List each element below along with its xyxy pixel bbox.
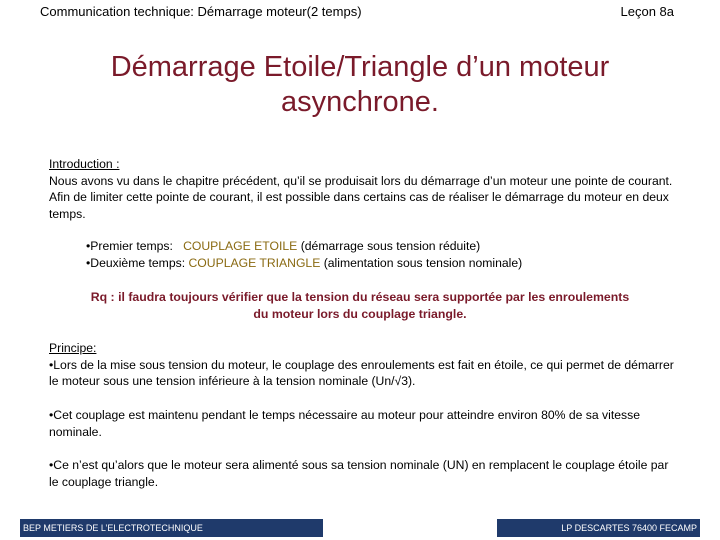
principe-paragraph-2: •Cet couplage est maintenu pendant le temps nécessaire au moteur pour atteindre environ 80% de sa vitesse nominale. (49, 408, 640, 439)
bullet-item (86, 238, 646, 255)
principe-section (49, 340, 679, 390)
bullet-list (86, 238, 646, 271)
principe-paragraph-1: •Lors de la mise sous tension du moteur, le couplage des enroulements est fait en étoile, ce qui permet de démarrer le moteur sous une tension inférieure à la tension nominale (Un/√3). (49, 357, 674, 388)
title-line-2: asynchrone. (281, 86, 439, 118)
introduction-section (49, 156, 679, 222)
remark (30, 289, 690, 323)
principe-heading: Principe: (49, 341, 97, 355)
bullet-keyword: COUPLAGE ETOILE (183, 239, 298, 253)
remark-line-1: Rq : il faudra toujours vérifier que la tension du réseau sera supportée par les enroulements (90, 290, 630, 304)
introduction-heading: Introduction : (49, 157, 120, 171)
remark-line-2: du moteur lors du couplage triangle. (253, 307, 467, 321)
principe-paragraph-3: •Ce n’est qu’alors que le moteur sera alimenté sous sa tension nominale (UN) en remplacent le couplage étoile par le couplage triangle. (49, 458, 669, 489)
footer-right: LP DESCARTES 76400 FECAMP (497, 519, 700, 537)
bullet-prefix: •Premier temps: (86, 239, 184, 253)
header-left: Communication technique: Démarrage moteur(2 temps) (40, 4, 362, 19)
title-line-1: Démarrage Etoile/Triangle d’un moteur (110, 51, 610, 83)
bullet-keyword: COUPLAGE TRIANGLE (188, 255, 321, 270)
bullet-suffix: (alimentation sous tension nominale) (320, 255, 523, 270)
header-right: Leçon 8a (620, 4, 674, 19)
bullet-suffix: (démarrage sous tension réduite) (297, 239, 481, 253)
footer-left: BEP METIERS DE L’ELECTROTECHNIQUE (20, 519, 323, 537)
bullet-prefix: •Deuxième temps: (86, 255, 189, 270)
introduction-text: Nous avons vu dans le chapitre précédent, qu’il se produisait lors du démarrage d’un moteur une pointe de courant. Afin de limiter cette pointe de courant, il est possible dans certains cas de réaliser le démarrage du moteur en deux temps. (49, 173, 673, 221)
page-title (60, 50, 660, 120)
bullet-item (86, 255, 646, 272)
